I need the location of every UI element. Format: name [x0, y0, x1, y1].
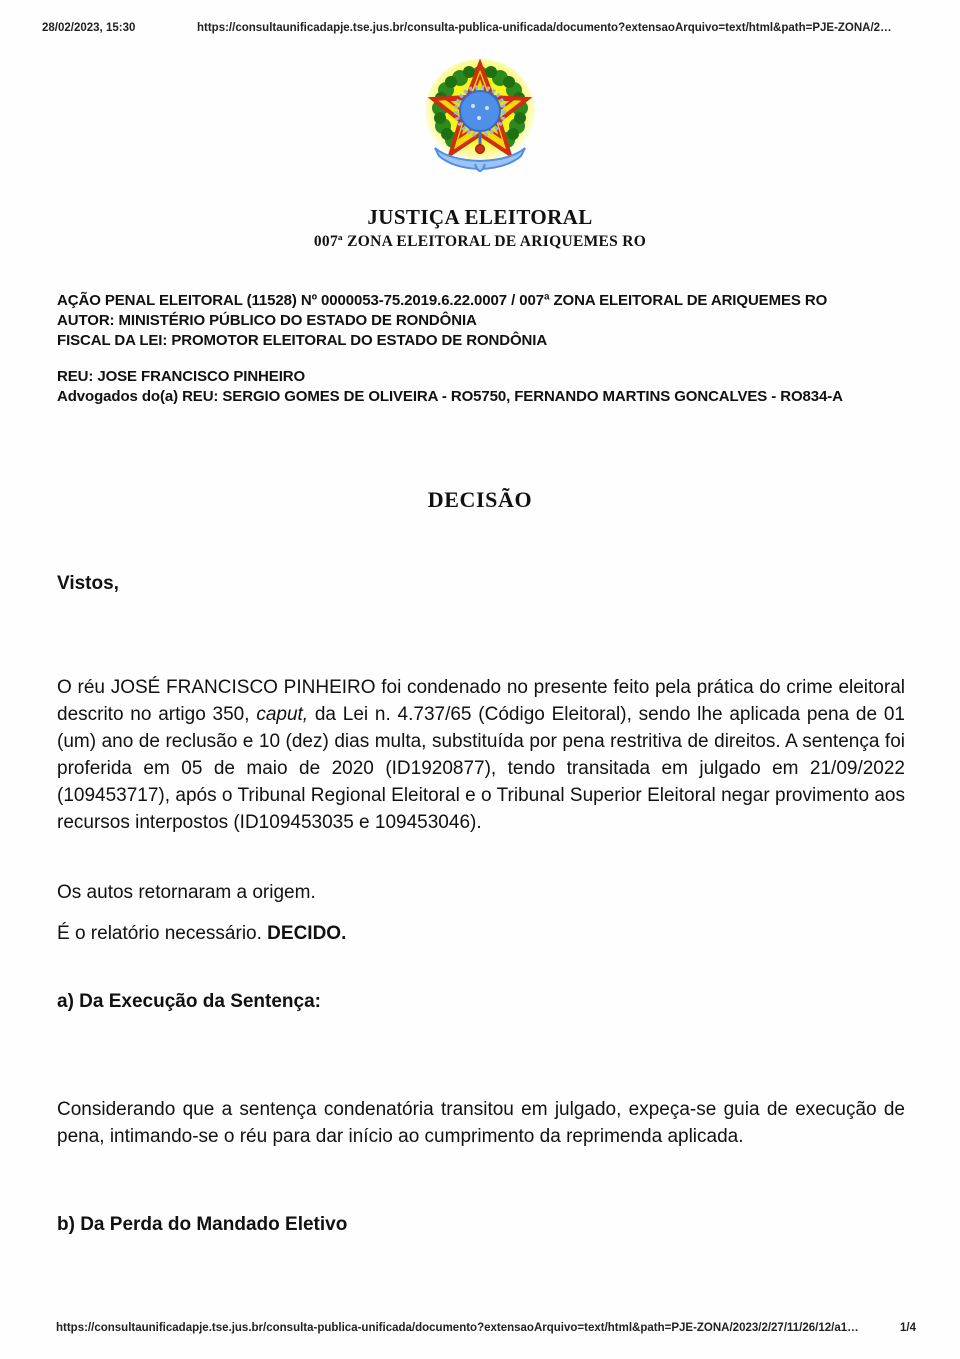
decision-paragraph-2: Os autos retornaram a origem.: [57, 882, 316, 903]
parties-block: [57, 367, 905, 407]
print-header-url: https://consultaunificadapje.tse.jus.br/consulta-publica-unificada/documento?extensaoArquivo=text/html&path=PJE-ZONA/2…: [197, 22, 892, 34]
case-autor-line: AUTOR: MINISTÉRIO PÚBLICO DO ESTADO DE RONDÔNIA: [57, 312, 477, 329]
print-date: 28/02/2023, 15:30: [42, 22, 136, 34]
advogados-line: Advogados do(a) REU: SERGIO GOMES DE OLIVEIRA - RO5750, FERNANDO MARTINS GONCALVES - RO834-A: [57, 388, 843, 405]
case-process-line: AÇÃO PENAL ELEITORAL (11528) Nº 0000053-75.2019.6.22.0007 / 007ª ZONA ELEITORAL DE ARIQUEMES RO: [57, 292, 828, 309]
section-heading-b: b) Da Perda do Mandado Eletivo: [57, 1214, 348, 1235]
case-info-block: [57, 291, 905, 351]
court-subtitle: 007ª ZONA ELEITORAL DE ARIQUEMES RO: [313, 233, 647, 250]
decision-heading: DECISÃO: [427, 487, 533, 512]
para3-decido: DECIDO.: [267, 923, 347, 944]
para1-before: O réu JOSÉ FRANCISCO PINHEIRO foi condenado no presente feito pela prática do crime eleitoral descrito no artigo 350,: [57, 677, 905, 725]
reu-line: REU: JOSE FRANCISCO PINHEIRO: [57, 368, 306, 385]
print-footer-url: https://consultaunificadapje.tse.jus.br/consulta-publica-unificada/documento?extensaoArquivo=text/html&path=PJE-ZONA/2023/2/27/11/26/12/a1…: [56, 1322, 859, 1334]
page-number: 1/4: [900, 1322, 916, 1334]
court-title: JUSTIÇA ELEITORAL: [367, 205, 593, 229]
para1-caput: caput,: [256, 704, 309, 725]
case-fiscal-line: FISCAL DA LEI: PROMOTOR ELEITORAL DO ESTADO DE RONDÔNIA: [57, 332, 548, 349]
decision-paragraph-1: [57, 674, 905, 836]
para3-text: É o relatório necessário.: [57, 923, 268, 944]
para1-after: da Lei n. 4.737/65 (Código Eleitoral), sendo lhe aplicada pena de 01 (um) ano de reclusão e 10 (dez) dias multa, substituída por pena restritiva de direitos. A sentença foi proferida em 05 de maio de 2020 (ID1920877), tendo transitada em julgado em 21/09/2022 (109453717), após o Tribunal Regional Eleitoral e o Tribunal Superior Eleitoral negar provimento aos recursos interpostos (ID109453035 e 109453046).: [57, 704, 905, 833]
decision-paragraph-3: [57, 920, 905, 947]
decision-paragraph-4: Considerando que a sentença condenatória transitou em julgado, expeça-se guia de execução de pena, intimando-se o réu para dar início ao cumprimento da reprimenda aplicada.: [57, 1099, 905, 1147]
vistos-line: Vistos,: [57, 573, 119, 594]
section-heading-a: a) Da Execução da Sentença:: [57, 991, 321, 1012]
print-header: [0, 22, 960, 38]
brazil-coat-of-arms-icon: [421, 56, 539, 178]
print-footer: [0, 1322, 960, 1338]
